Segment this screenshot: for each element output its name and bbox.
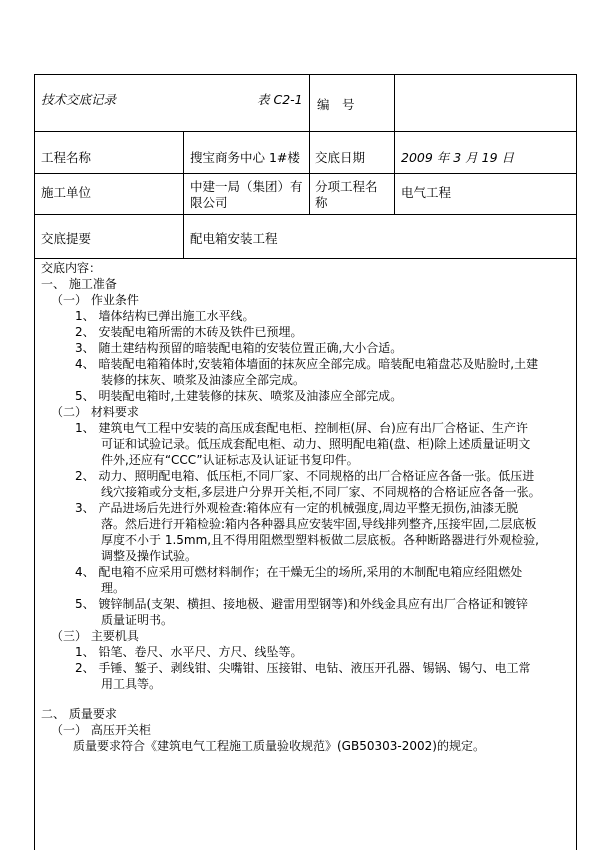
contractor-value-line1: 中建一局（集团）有 <box>190 179 303 194</box>
contractor-row <box>35 174 576 215</box>
content-line: （三） 主要机具 <box>51 629 139 643</box>
divider-col2 <box>309 75 310 215</box>
project-name-label: 工程名称 <box>41 150 92 165</box>
contractor-label: 施工单位 <box>41 185 92 200</box>
content-line: 二、 质量要求 <box>41 707 117 721</box>
content-line: （一） 作业条件 <box>51 293 139 307</box>
content-line: 4、 暗装配电箱箱体时,安装箱体墙面的抹灰应全部完成。暗装配电箱盘芯及贴脸时,土建 <box>75 357 539 371</box>
content-line: 4、 配电箱不应采用可燃材料制作；在干燥无尘的场所,采用的木制配电箱应经阻燃处 <box>75 565 523 579</box>
contractor-value-line2: 限公司 <box>190 195 228 210</box>
content-line: 2、 手锤、錾子、剥线钳、尖嘴钳、压接钳、电钻、液压开孔器、锡锅、锡勺、电工常 <box>75 661 531 675</box>
content-line: 1、 墙体结构已弹出施工水平线。 <box>75 309 255 323</box>
content-line: 一、 施工准备 <box>41 277 117 291</box>
content-line: 2、 动力、照明配电箱、低压柜,不同厂家、不同规格的出厂合格证应各备一张。低压进 <box>75 469 535 483</box>
summary-value: 配电箱安装工程 <box>190 231 278 246</box>
project-name-value: 搜宝商务中心 1#楼 <box>190 150 300 165</box>
content-heading: 交底内容： <box>41 261 102 275</box>
header-row <box>35 75 576 132</box>
content-line: （二） 材料要求 <box>51 405 139 419</box>
content-line: 线穴接箱或分支柜,多层进户分界开关柜,不同厂家、不同规格的合格证应各备一张。 <box>101 485 541 499</box>
content-line: 5、 镀锌制品(支架、横担、接地极、避雷用型钢等)和外线金具应有出厂合格证和镀锌 <box>75 597 528 611</box>
content-line: 5、 明装配电箱时,土建装修的抹灰、喷浆及油漆应全部完成。 <box>75 389 403 403</box>
summary-row <box>35 215 576 259</box>
content-line: 1、 建筑电气工程中安装的高压成套配电柜、控制柜(屏、台)应有出厂合格证、生产许 <box>75 421 528 435</box>
number-label: 编 号 <box>317 97 355 112</box>
content-line: 2、 安装配电箱所需的木砖及铁件已预埋。 <box>75 325 303 339</box>
handover-date-label: 交底日期 <box>315 150 366 165</box>
content-line: 落。然后进行开箱检验:箱内各种器具应安装牢固,导线排列整齐,压接牢固,二层底板 <box>101 517 537 531</box>
content-line: 厚度不小于 1.5mm,且不得用阻燃型塑料板做二层底板。各种断路器进行外观检验, <box>101 533 539 547</box>
handover-date-value: 2009 年 3 月 19 日 <box>401 150 515 165</box>
content-line: （一） 高压开关柜 <box>51 723 151 737</box>
handover-record-form <box>34 74 577 850</box>
project-row <box>35 132 576 174</box>
subproject-label-line1: 分项工程名 <box>315 179 378 194</box>
content-line: 调整及操作试验。 <box>101 549 198 563</box>
divider-col3 <box>394 75 395 215</box>
divider-col1 <box>183 132 184 259</box>
content-line: 3、 随土建结构预留的暗装配电箱的安装位置正确,大小合适。 <box>75 341 403 355</box>
content-line: 用工具等。 <box>101 677 162 691</box>
content-line: 可证和试验记录。低压成套配电柜、动力、照明配电箱(盘、柜)除上述质量证明文 <box>101 437 531 451</box>
content-line: 质量证明书。 <box>101 613 174 627</box>
content-line: 1、 铅笔、卷尺、水平尺、方尺、线坠等。 <box>75 645 303 659</box>
summary-label: 交底提要 <box>41 231 92 246</box>
content-line: 件外,还应有“CCC”认证标志及认证证书复印件。 <box>101 453 359 467</box>
subproject-value: 电气工程 <box>401 185 452 200</box>
form-number: 表 C2-1 <box>257 92 303 107</box>
content-line: 理。 <box>101 581 126 595</box>
content-line: 3、 产品进场后先进行外观检查:箱体应有一定的机械强度,周边平整无损伤,油漆无脱 <box>75 501 519 515</box>
record-title: 技术交底记录 <box>41 92 117 107</box>
content-line: 质量要求符合《建筑电气工程施工质量验收规范》(GB50303-2002)的规定。 <box>73 739 485 753</box>
content-line: 装修的抹灰、喷浆及油漆应全部完成。 <box>101 373 306 387</box>
subproject-label-line2: 称 <box>315 195 328 210</box>
